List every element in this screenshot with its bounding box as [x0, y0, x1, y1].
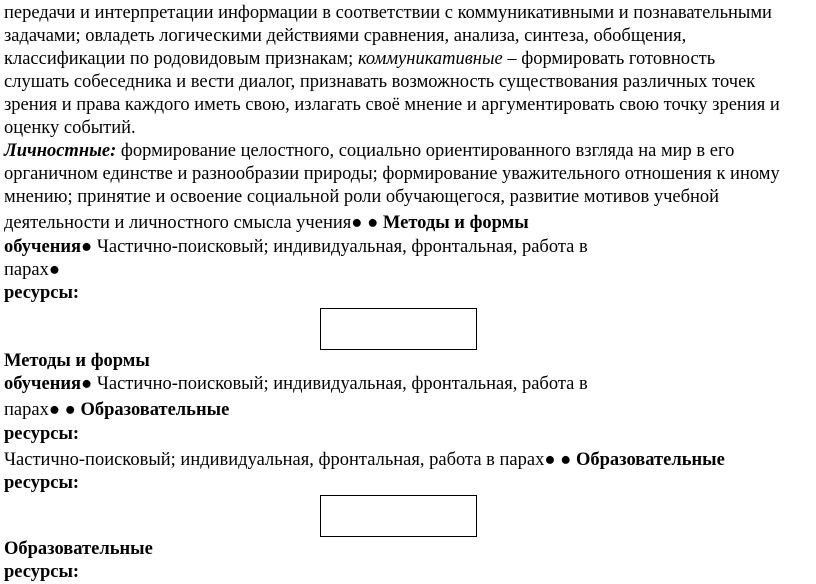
methods-label: обучения — [4, 237, 82, 257]
resources-label: ресурсы: — [4, 424, 80, 444]
text-line — [4, 259, 60, 282]
bullet-icon: ● — [81, 374, 93, 394]
text: задачами; овладеть логическими действиями сравнения, анализа, синтеза, обобщения, — [4, 26, 687, 46]
bullet-icon: ● — [64, 400, 76, 420]
text-line — [4, 423, 79, 446]
text-line — [4, 282, 79, 305]
text-line — [4, 163, 780, 186]
text-line — [4, 538, 153, 561]
text: Частично-поисковый; индивидуальная, фронтальная, работа в — [96, 237, 588, 257]
text: парах — [4, 400, 49, 420]
text-line — [4, 472, 79, 495]
methods-label: обучения — [4, 374, 82, 394]
resources-label: Образовательные — [80, 400, 230, 420]
empty-frame — [320, 308, 477, 350]
text-line — [4, 399, 229, 422]
text-line — [4, 94, 780, 117]
text-line — [4, 117, 136, 140]
text-line — [4, 25, 686, 48]
text: формирование целостного, социально ориентированного взгляда на мир в его — [116, 141, 735, 161]
text: мнению; принятие и освоение социальной роли обучающегося, развитие мотивов учебной — [4, 187, 720, 207]
text: зрения и права каждого иметь свою, излагать своё мнение и аргументировать свою точку зрения и — [4, 95, 780, 115]
bullet-icon: ● — [560, 450, 572, 470]
communicative-term: коммуникативные — [357, 49, 503, 69]
text-line — [4, 2, 772, 25]
text-line — [4, 212, 529, 235]
text: деятельности и личностного смысла учения — [4, 213, 352, 233]
resources-label: Образовательные — [4, 539, 153, 559]
text-line — [4, 140, 734, 163]
text: передачи и интерпретации информации в соответствии с коммуникативными и познавательными — [4, 3, 772, 23]
text-line — [4, 373, 588, 396]
text: – формировать готовность — [502, 49, 716, 69]
text-line — [4, 561, 79, 584]
text: классификации по родовидовым признакам; — [4, 49, 358, 69]
text: Частично-поисковый; индивидуальная, фронтальная, работа в парах — [4, 450, 545, 470]
empty-frame — [320, 495, 477, 537]
text-line — [4, 71, 755, 94]
bullet-icon: ● — [48, 260, 61, 280]
text-line — [4, 350, 150, 373]
text-line — [4, 236, 588, 259]
text: оценку событий. — [4, 118, 136, 138]
methods-label: Методы и формы — [4, 351, 150, 371]
personal-label: Личностные: — [4, 141, 117, 161]
text: органичном единстве и разнообразии природы; формирование уважительного отношения к иному — [4, 164, 780, 184]
resources-label: ресурсы: — [4, 562, 80, 582]
bullet-icon: ● — [48, 400, 61, 420]
bullet-icon: ● — [351, 213, 363, 233]
text-line — [4, 48, 715, 71]
text: парах — [4, 260, 49, 280]
methods-label: Методы и формы — [382, 213, 529, 233]
resources-label: ресурсы: — [4, 283, 80, 303]
text-line — [4, 449, 725, 472]
bullet-icon: ● — [81, 237, 93, 257]
text-line — [4, 186, 719, 209]
bullet-icon: ● — [367, 213, 379, 233]
text: Частично-поисковый; индивидуальная, фронтальная, работа в — [96, 374, 588, 394]
resources-label: Образовательные — [575, 450, 725, 470]
resources-label: ресурсы: — [4, 473, 80, 493]
text: слушать собеседника и вести диалог, признавать возможность существования различных точек — [4, 72, 756, 92]
bullet-icon: ● — [544, 450, 556, 470]
